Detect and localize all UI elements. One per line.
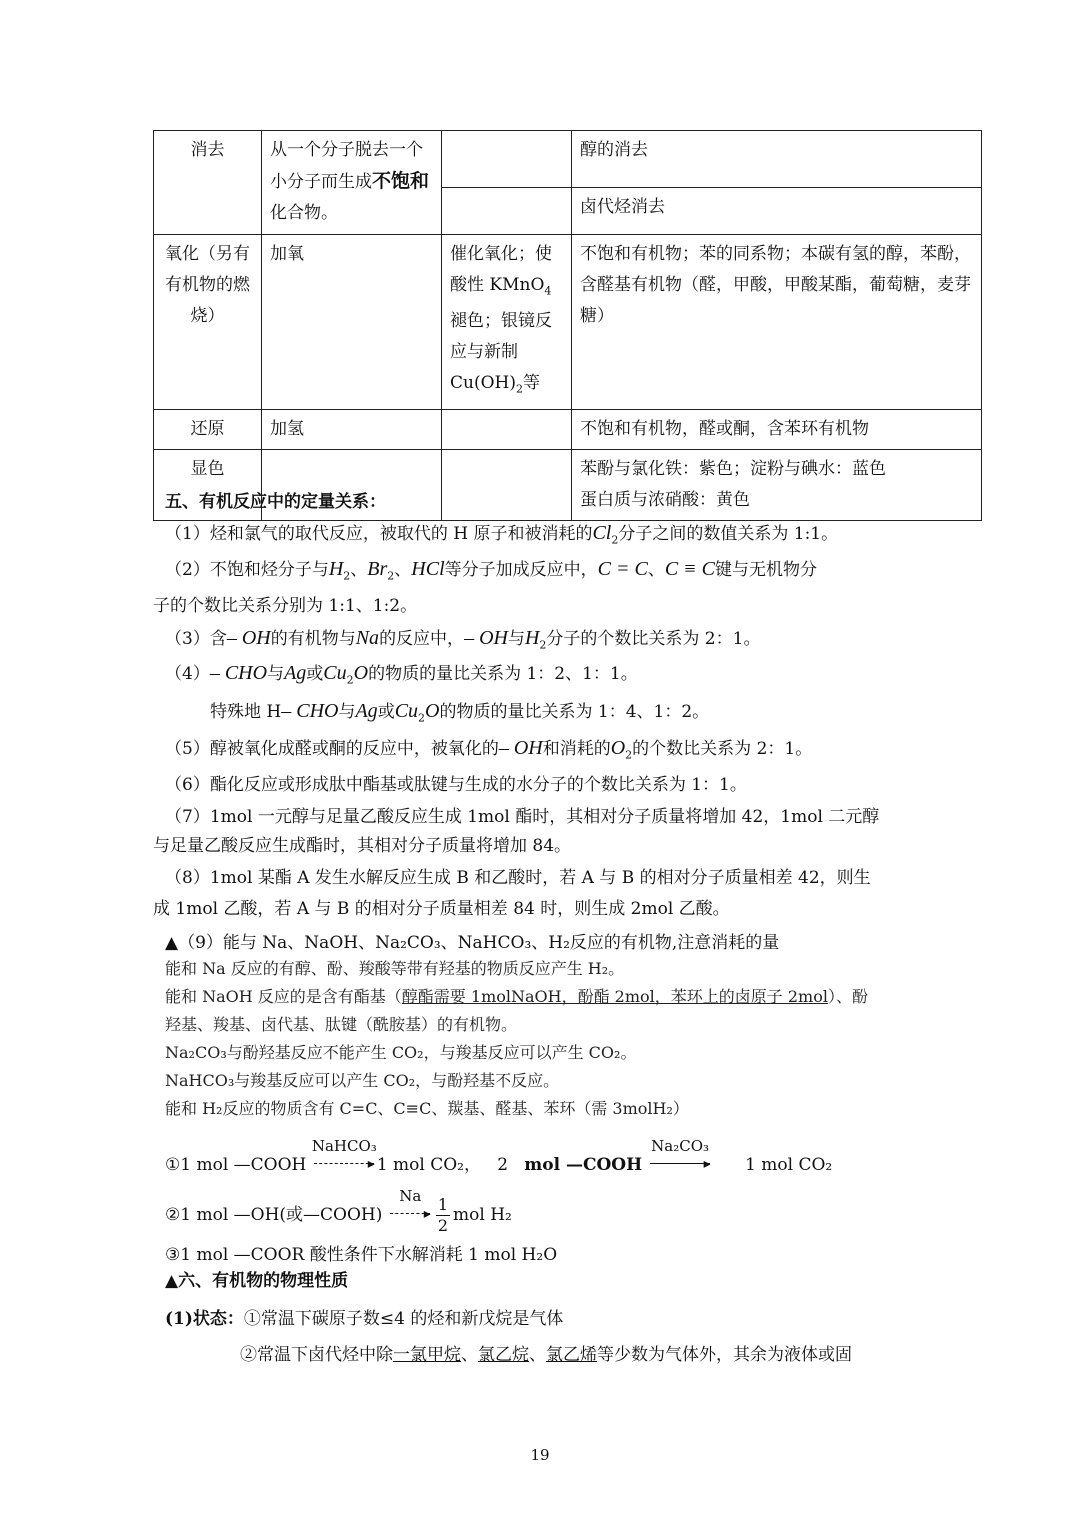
arrow-icon bbox=[388, 1187, 433, 1225]
text: 分子之间的数值关系为 1:1。 bbox=[618, 524, 839, 544]
equation-1 bbox=[165, 1137, 833, 1175]
subscript: 2 bbox=[625, 748, 633, 762]
condition-cell bbox=[442, 235, 572, 410]
table-row-oxidation bbox=[154, 235, 982, 410]
sub-line: 苯酚与氯化铁：紫色；淀粉与碘水：蓝色 bbox=[580, 458, 886, 479]
formula: Na bbox=[355, 627, 380, 649]
formula: – CHO bbox=[281, 700, 339, 722]
condition-text: 催化氧化；使酸性 KMnO bbox=[450, 244, 552, 295]
type-cell: 显色 bbox=[154, 449, 262, 520]
sep: 、 bbox=[529, 1345, 546, 1365]
line-8b: 成 1mol 乙酸，若 A 与 B 的相对分子质量相差 84 时，则生成 2mol 乙酸。 bbox=[153, 899, 730, 919]
text: 分子的个数比关系为 2：1。 bbox=[546, 629, 761, 649]
arrow-shaft bbox=[314, 1155, 374, 1164]
condition-cell bbox=[442, 131, 572, 188]
section6-heading: ▲六、有机物的物理性质 bbox=[165, 1271, 349, 1291]
definition-tail: 化合物。 bbox=[270, 203, 338, 223]
definition-cell: 加氧 bbox=[262, 235, 442, 410]
line-7b: 与足量乙酸反应生成酯时，其相对分子质量将增加 84。 bbox=[153, 836, 572, 856]
formula: Cl bbox=[592, 522, 612, 544]
condition-text-3: 等 bbox=[522, 373, 540, 394]
sub-cell: 不饱和有机物；苯的同系物；本碳有氢的醇，苯酚，含醛基有机物（醛，甲酸，甲酸某酯，葡萄糖，麦芽糖） bbox=[572, 235, 982, 410]
formula: Ag bbox=[355, 700, 378, 722]
text: 与 bbox=[267, 664, 285, 684]
subscript: 2 bbox=[387, 569, 395, 583]
table-row-elimination bbox=[154, 131, 982, 188]
sub-cell bbox=[572, 449, 982, 520]
formula: Br bbox=[367, 558, 388, 580]
line-9d: Na₂CO₃与酚羟基反应不能产生 CO₂，与羧基反应可以产生 CO₂。 bbox=[165, 1043, 637, 1062]
condition-cell bbox=[442, 409, 572, 449]
sub-line: 蛋白质与浓硝酸：黄色 bbox=[580, 489, 750, 510]
underlined-text: 氯乙烯 bbox=[546, 1345, 597, 1365]
section5-heading: 五、有机反应中的定量关系： bbox=[165, 492, 386, 512]
formula: C ≡ C bbox=[664, 558, 715, 580]
line-9a: 能和 Na 反应的有醇、酚、羧酸等带有羟基的物质反应产生 H₂。 bbox=[165, 959, 625, 978]
formula: – CHO bbox=[209, 662, 268, 684]
text: mol H₂ bbox=[453, 1205, 512, 1225]
text: 与 bbox=[338, 702, 356, 722]
sep: 、 bbox=[647, 560, 665, 580]
text: 1 mol CO₂， bbox=[376, 1155, 481, 1175]
table-row-reduction bbox=[154, 409, 982, 449]
subscript: 2 bbox=[611, 533, 619, 547]
reaction-table bbox=[153, 130, 982, 521]
line-8: （8）1mol 某酯 A 发生水解反应生成 B 和乙酸时，若 A 与 B 的相对分子质量相差 42，则生 bbox=[165, 868, 871, 888]
sep: 、 bbox=[350, 560, 368, 580]
formula: O bbox=[610, 737, 626, 759]
formula: H bbox=[524, 627, 540, 649]
denominator: 2 bbox=[437, 1216, 449, 1235]
condition-sub-2: 2 bbox=[515, 382, 523, 396]
arrow-head: ▸ bbox=[703, 1156, 711, 1172]
formula: – OH bbox=[498, 737, 543, 759]
text: 或 bbox=[377, 702, 395, 722]
formula: – OH bbox=[226, 627, 271, 649]
text: mol —COOH bbox=[524, 1155, 643, 1175]
condition-text-2: 褪色；银镜反应与新制Cu(OH) bbox=[450, 311, 552, 394]
line-9: ▲（9）能与 Na、NaOH、Na₂CO₃、NaHCO₃、H₂反应的有机物,注意消耗的量 bbox=[165, 933, 780, 953]
state-line-1 bbox=[165, 1304, 563, 1329]
definition-bold: 不饱和 bbox=[372, 170, 430, 192]
line-9e: NaHCO₃与羧基反应可以产生 CO₂，与酚羟基不反应。 bbox=[165, 1071, 560, 1090]
text: ②常温下卤代烃中除 bbox=[240, 1345, 393, 1365]
text: ）、酚 bbox=[827, 987, 868, 1006]
line-9c: 羟基、羧基、卤代基、肽键（酰胺基）的有机物。 bbox=[165, 1015, 518, 1034]
formula: O bbox=[425, 700, 440, 722]
text: 特殊地 H bbox=[210, 702, 282, 722]
arrow-shaft bbox=[650, 1155, 710, 1164]
condition-cell bbox=[442, 449, 572, 520]
definition-text: 从一个分子脱去一个小分子而生成 bbox=[270, 140, 423, 192]
condition-sub: 4 bbox=[544, 284, 552, 298]
fraction bbox=[436, 1195, 450, 1236]
formula: H bbox=[328, 558, 344, 580]
reagent: Na bbox=[399, 1187, 422, 1205]
formula: – OH bbox=[464, 627, 508, 649]
page-number: 19 bbox=[530, 1446, 550, 1464]
line-3 bbox=[165, 624, 760, 651]
subscript: 2 bbox=[343, 569, 351, 583]
definition-cell bbox=[262, 131, 442, 235]
text: 等分子加成反应中， bbox=[444, 560, 598, 580]
arrow-icon bbox=[648, 1137, 713, 1175]
line-2 bbox=[165, 555, 817, 582]
text: 2 bbox=[497, 1155, 509, 1175]
line-9b bbox=[165, 984, 868, 1007]
sep: 、 bbox=[394, 560, 412, 580]
text: 和消耗的 bbox=[542, 739, 611, 759]
text: 的个数比关系为 2：1。 bbox=[632, 739, 813, 759]
type-cell: 氧化（另有有机物的燃烧） bbox=[154, 235, 262, 410]
line-9f: 能和 H₂反应的物质含有 C=C、C≡C、羰基、醛基、苯环（需 3molH₂） bbox=[165, 1099, 689, 1118]
text: ①1 mol —COOH bbox=[165, 1155, 307, 1175]
text: 的有机物与 bbox=[270, 629, 356, 649]
text: （5）醇被氧化成醛或酮的反应中，被氧化的 bbox=[165, 739, 499, 759]
text: ①常温下碳原子数≤4 的烃和新戊烷是气体 bbox=[243, 1309, 564, 1329]
formula: Ag bbox=[284, 662, 307, 684]
line-5 bbox=[165, 734, 812, 761]
text: 的物质的量比关系为 1：4、1：2。 bbox=[439, 702, 710, 722]
line-4 bbox=[165, 659, 638, 686]
text: 的物质的量比关系为 1：2、1：1。 bbox=[368, 664, 638, 684]
underlined-text: 一氯甲烷 bbox=[393, 1345, 461, 1365]
text: （4） bbox=[165, 664, 210, 684]
numerator: 1 bbox=[437, 1195, 449, 1214]
sub-cell: 卤代烃消去 bbox=[572, 188, 982, 235]
formula: O bbox=[353, 662, 369, 684]
formula: C = C bbox=[597, 558, 648, 580]
sub-cell: 不饱和有机物，醛或酮，含苯环有机物 bbox=[572, 409, 982, 449]
sub-cell: 醇的消去 bbox=[572, 131, 982, 188]
text: 键与无机物分 bbox=[715, 560, 817, 580]
text: (1)状态： bbox=[165, 1309, 244, 1329]
equation-3: ③1 mol —COOR 酸性条件下水解消耗 1 mol H₂O bbox=[165, 1245, 558, 1265]
sep: 、 bbox=[461, 1345, 478, 1365]
underlined-text: 氯乙烷 bbox=[478, 1345, 529, 1365]
formula: Cu bbox=[323, 662, 347, 684]
text: ②1 mol —OH(或—COOH) bbox=[165, 1205, 383, 1225]
text: （3）含 bbox=[165, 629, 227, 649]
text: 的反应中， bbox=[379, 629, 465, 649]
subscript: 2 bbox=[346, 673, 354, 687]
text: （1）烃和氯气的取代反应，被取代的 H 原子和被消耗的 bbox=[165, 524, 593, 544]
arrow-head: ▸ bbox=[367, 1156, 375, 1172]
text: 1 mol CO₂ bbox=[745, 1155, 833, 1175]
line-1 bbox=[165, 519, 838, 546]
line-2b: 子的个数比关系分别为 1:1、1:2。 bbox=[153, 596, 418, 616]
line-7: （7）1mol 一元醇与足量乙酸反应生成 1mol 酯时，其相对分子质量将增加 42，1mol 二元醇 bbox=[165, 807, 880, 827]
text: 或 bbox=[306, 664, 324, 684]
line-4b bbox=[210, 697, 709, 724]
state-line-2 bbox=[240, 1340, 852, 1365]
line-6: （6）酯化反应或形成肽中酯基或肽键与生成的水分子的个数比关系为 1：1。 bbox=[165, 775, 747, 795]
reagent: Na₂CO₃ bbox=[651, 1137, 710, 1155]
type-cell: 消去 bbox=[154, 131, 262, 235]
definition-cell: 加氢 bbox=[262, 409, 442, 449]
type-cell: 还原 bbox=[154, 409, 262, 449]
formula: HCl bbox=[411, 558, 445, 580]
arrow-head: ▸ bbox=[423, 1206, 431, 1222]
equation-2 bbox=[165, 1187, 512, 1236]
condition-cell bbox=[442, 188, 572, 235]
arrow-icon bbox=[311, 1137, 377, 1175]
text: （2）不饱和烃分子与 bbox=[165, 560, 329, 580]
text: 等少数为气体外，其余为液体或固 bbox=[597, 1345, 852, 1365]
text: 与 bbox=[507, 629, 525, 649]
formula: Cu bbox=[394, 700, 419, 722]
subscript: 2 bbox=[418, 711, 426, 725]
text: 能和 NaOH 反应的是含有酯基（ bbox=[165, 987, 402, 1006]
subscript: 2 bbox=[539, 638, 547, 652]
reagent: NaHCO₃ bbox=[311, 1137, 377, 1155]
underlined-text: 醇酯需要 1molNaOH，酚酯 2mol，苯环上的卤原子 2mol bbox=[401, 987, 828, 1006]
